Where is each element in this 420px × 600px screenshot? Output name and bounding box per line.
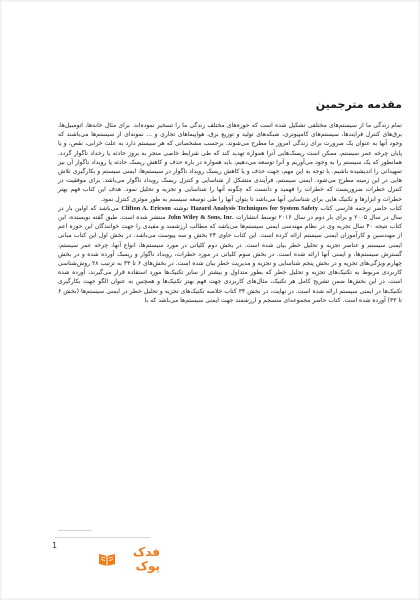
book-logo-icon: [98, 551, 116, 567]
page-number: 1: [52, 541, 58, 550]
section-heading: مقدمه مترجمین: [315, 98, 402, 111]
paragraph-intro: تمام زندگی ما از سیستم‌های مختلفی تشکیل شده است که حوزه‌های مختلف زندگی ما را تسخیر نموده‌اند. برای مثال خانه‌ها، اتومبیل‌ها، برق‌های کنترل فرایندها، سیستم‌های کامپیوتری، شبکه‌های تولید و توزیع برق، هواپیماهای تجاری و ... نمونه‌ای از سیستم‌ها می‌باشند که وجود آنها به عنوان یک ضرورت برای زندگی امروز ما مطرح می‌شوند. برحسب مشخصاتی که هر سیستم دارد به علت خرابی، نقص، و یا پایان چرخه عمر سیستم، ممکن است ریسک‌هایی آنرا همواره تهدید کند که طی شرایط خاصی منجر به بروز حادثه یا رخداد ناگوار گردد. همانطور که یک سیستم را به وجود می‌آوریم و آنرا توسعه می‌دهیم، باید همواره در باره حذف و کاهش ریسک حادثه یا رویداد ناگوار آن نیز تمهیداتی را اندیشیده باشیم. با توجه به این مهم، جهت حذف و یا کاهش ریسک رویداد ناگوار در سیستم‌ها، ایمنی سیستم و بکارگیری تلاش هایی در این زمینه مطرح می‌شود. ایمنی سیستم، فرآیندی متشکل از شناسایی و کنترل ریسک رویداد ناگوار می‌باشد. برای موفقیت در کنترل خطرات ضروریست که خطرات را فهمید و دانست که چگونه آنها را شناسایی و تجزیه و تحلیل نمود. هدف این کتاب فهم بهتر خطرات و ابزارها و تکنیک هایی برای شناسایی آنها می‌باشد تا بتوان آنها را طی توسعه سیستم به طور موثری کنترل نمود.: [58, 122, 402, 203]
logo-text: فدک پوک: [132, 545, 160, 573]
footer-watermark: ▔▔▔▔▔▔▔▔▔▔▔: [58, 530, 92, 535]
body-text: [58, 121, 402, 305]
footer-divider: [55, 537, 150, 538]
publisher-logo: [98, 545, 160, 573]
paragraph-book-info: [58, 204, 402, 305]
publisher-name: John Wiley & Sons, Inc.: [167, 214, 234, 222]
author-name: Clifton A. Ericson: [121, 204, 171, 212]
book-title: Hazard Analysis Techniques for System Safety: [190, 204, 318, 212]
book-description: منتشر شده است. طبق گفته نویسنده، این کتاب نتیجه ۴۰ سال تجربه وی در نظام مهندسی ایمنی سیستم‌ها می‌باشد که مطالب ارزشمند و مفیدی را جهت خوانندگان این حوزه اعم از مهندسین و کارآموزان ایمنی سیستم ارائه کرده است. این کتاب حاوی ۲۴ بخش و سه پیوست می‌باشد. در بخش اول این کتاب مبانی ایمنی سیستم و عناصر تجزیه و تحلیل خطر بیان شده است. در بخش دوم کلیاتی در مورد سیستم‌ها، انواع آنها، چرخه عمر سیستم، گسترش سیستم‌ها، و ایمنی آنها ارائه شده است. در بخش سوم کلیاتی در مورد خطرات، رویداد ناگوار و ریسک آورده شده و در بخش چهارم ویژگی‌های تجزیه و در بخش پنجم شناسایی و تجزیه و مدیریت خطر بیان شده است. در بخش‌های ۶ تا ۳۳ به ترتیب ۲۸ روش‌شناسی کاربردی مربوط به تکنیک‌های تجزیه و تحلیل خطر که بطور متداول و بیشتر از سایر تکنیک‌ها مورد استفاده قرار می‌گیرند، آورده شده است. در این بخش‌ها ضمن تشریح کامل هر تکنیک، مثال‌های کاربردی جهت فهم بهتر تکنیک‌ها و همچنین به عنوان الگو جهت بکارگیری تکنیک‌ها در ایمنی سیستم ارائه شده است. در نهایت، در بخش ۳۴ کتاب خلاصه تکنیک‌های تجزیه و تحلیل خطر در ایمنی سیستم‌ها (بخش ۶ تا ۳۳) آورده شده است. کتاب حاضر مجموعه‌ای منسجم و ارزشمند جهت ایمنی سیستم‌ها می‌باشد که با: [58, 214, 403, 304]
publication-text: می‌باشد که اولین بار در سال در سال ۲۰۰۵ و برای بار دوم در سال ۲۰۱۶ توسط انتشارات: [58, 204, 402, 222]
book-intro-text: کتاب حاضر ترجمه فارسی کتاب: [320, 204, 402, 212]
author-prefix: نوشته: [173, 204, 189, 212]
